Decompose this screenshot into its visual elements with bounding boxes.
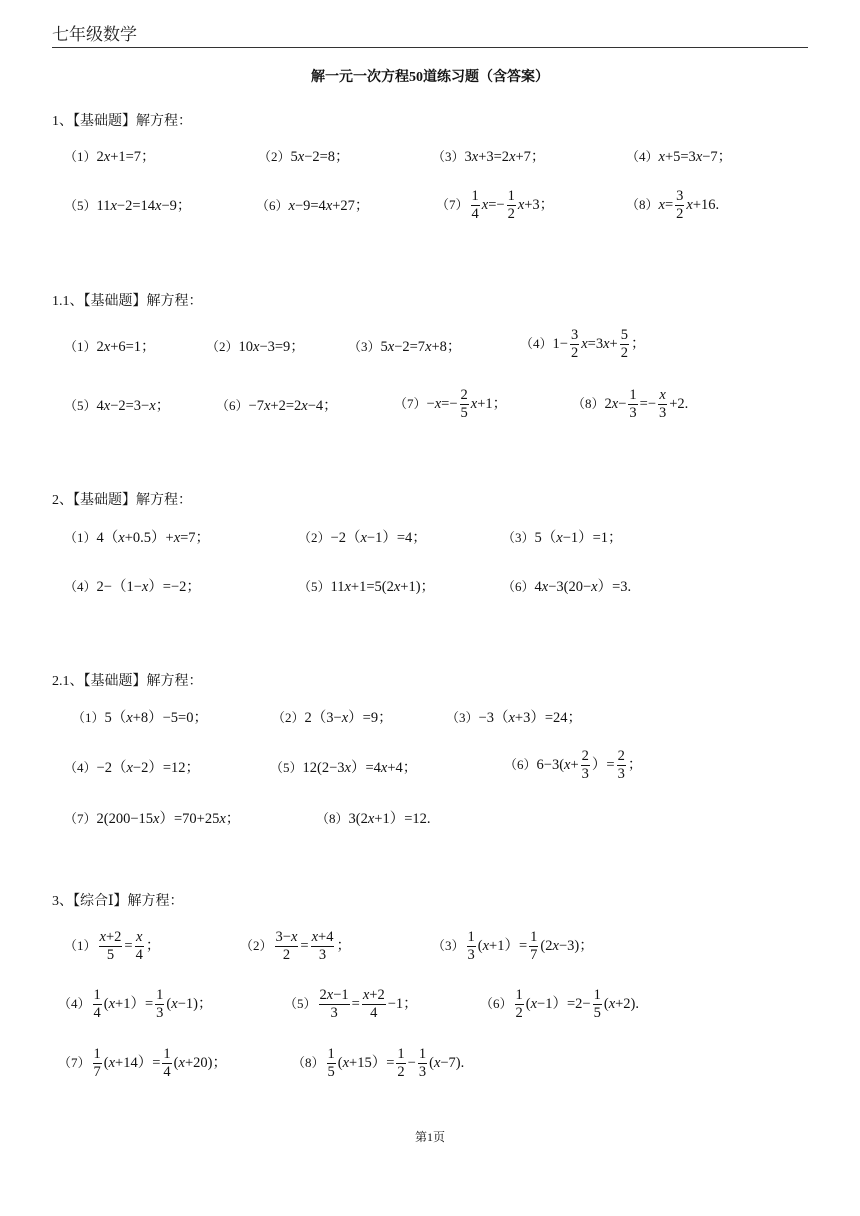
problem-3-3: （3） $\frac{1}{3}$ (x+1）= $\frac{1}{7}$ (2x−3)； xyxy=(432,929,594,963)
problem-number: （6） xyxy=(216,398,249,413)
problem-3-1: （1） $\frac{x+2}{5}$ = $\frac{x}{4}$ ； xyxy=(64,929,161,963)
problem-number: （2） xyxy=(240,937,273,953)
problem-11-4: （4）1− $\frac{3}{2}$ x=3x+ $\frac{5}{2}$ ； xyxy=(520,327,646,361)
problem-11-5: （5）4x−2=3−x； xyxy=(64,398,171,414)
problem-number: （4） xyxy=(520,335,553,351)
problem-number: （2） xyxy=(272,710,305,725)
problem-2-1: （1）4（x+0.5）+x=7； xyxy=(64,530,211,546)
problem-number: （8） xyxy=(572,395,605,411)
problem-number: （3） xyxy=(432,149,465,164)
problem-number: （1） xyxy=(64,530,97,545)
problem-3-5: （5） $\frac{2x-1}{3}$ = $\frac{x+2}{4}$ −1； xyxy=(284,987,418,1021)
problem-number: （4） xyxy=(58,995,91,1011)
problem-3-7: （7） $\frac{1}{7}$ (x+14）= $\frac{1}{4}$ (x+20)； xyxy=(58,1046,227,1080)
page-number: 第1页 xyxy=(414,1130,445,1144)
problem-number: （4） xyxy=(64,760,97,775)
problem-11-3: （3）5x−2=7x+8； xyxy=(348,339,462,355)
header-subject: 七年级数学 xyxy=(52,25,137,44)
problem-number: （7） xyxy=(58,1054,91,1070)
section-heading-1-1: 1.1、【基础题】解方程： xyxy=(52,294,203,309)
problem-21-2: （2）2（3−x）=9； xyxy=(272,710,393,726)
problem-number: （6） xyxy=(256,198,289,213)
problem-1-7: （7） $\frac{1}{4}$ x=− $\frac{1}{2}$ x+3； xyxy=(436,188,555,222)
problem-1-6: （6）x−9=4x+27； xyxy=(256,198,370,214)
problem-11-2: （2）10x−3=9； xyxy=(206,339,305,355)
problem-number: （1） xyxy=(64,339,97,354)
problem-number: （5） xyxy=(64,198,97,213)
problem-number: （6） xyxy=(504,756,537,772)
problem-number: （1） xyxy=(64,149,97,164)
problem-number: （7） xyxy=(436,196,469,212)
problem-number: （6） xyxy=(480,995,513,1011)
problem-2-5: （5）11x+1=5(2x+1)； xyxy=(298,579,436,595)
problem-1-4: （4）x+5=3x−7； xyxy=(626,149,733,165)
document-title: 解一元一次方程50道练习题（含答案） xyxy=(311,70,549,85)
problem-11-1: （1）2x+6=1； xyxy=(64,339,156,355)
problem-2-2: （2）−2（x−1）=4； xyxy=(298,530,427,546)
problem-1-1: （1）2x+1=7； xyxy=(64,149,156,165)
problem-3-6: （6） $\frac{1}{2}$ (x−1）=2− $\frac{1}{5}$ (x+2). xyxy=(480,987,640,1021)
problem-number: （5） xyxy=(284,995,317,1011)
header-divider xyxy=(52,47,808,48)
problem-1-5: （5）11x−2=14x−9； xyxy=(64,198,192,214)
problem-number: （8） xyxy=(626,196,659,212)
section-heading-3: 3、【综合Ⅰ】解方程： xyxy=(52,894,184,909)
problem-21-6: （6）6−3(x+ $\frac{2}{3}$ ）= $\frac{2}{3}$ ； xyxy=(504,748,643,782)
problem-number: （5） xyxy=(298,579,331,594)
problem-21-4: （4）−2（x−2）=12； xyxy=(64,760,200,776)
problem-number: （2） xyxy=(206,339,239,354)
problem-number: （5） xyxy=(64,398,97,413)
problem-21-3: （3）−3（x+3）=24； xyxy=(446,710,582,726)
problem-3-8: （8） $\frac{1}{5}$ (x+15）= $\frac{1}{2}$ − $\frac{1}{3}$ (x−7). xyxy=(292,1046,465,1080)
section-heading-2: 2、【基础题】解方程： xyxy=(52,493,192,508)
problem-11-7: （7）−x=− $\frac{2}{5}$ x+1； xyxy=(394,387,508,421)
problem-number: （3） xyxy=(502,530,535,545)
problem-number: （5） xyxy=(270,760,303,775)
section-heading-1: 1、【基础题】解方程： xyxy=(52,114,192,129)
problem-number: （8） xyxy=(292,1054,325,1070)
problem-21-8: （8）3(2x+1）=12. xyxy=(316,811,431,827)
problem-2-4: （4）2−（1−x）=−2； xyxy=(64,579,201,595)
problem-3-4: （4） $\frac{1}{4}$ (x+1）= $\frac{1}{3}$ (x−1)； xyxy=(58,987,213,1021)
problem-number: （1） xyxy=(72,710,105,725)
problem-number: （3） xyxy=(446,710,479,725)
problem-number: （4） xyxy=(626,149,659,164)
problem-number: （3） xyxy=(432,937,465,953)
problem-number: （2） xyxy=(298,530,331,545)
problem-11-6: （6）−7x+2=2x−4； xyxy=(216,398,338,414)
problem-1-2: （2）5x−2=8； xyxy=(258,149,350,165)
problem-21-7: （7）2(200−15x）=70+25x； xyxy=(64,811,241,827)
problem-number: （6） xyxy=(502,579,535,594)
problem-11-8: （8）2x− $\frac{1}{3}$ =− $\frac{x}{3}$ +2. xyxy=(572,387,689,421)
problem-number: （2） xyxy=(258,149,291,164)
problem-number: （7） xyxy=(64,811,97,826)
problem-number: （4） xyxy=(64,579,97,594)
problem-2-6: （6）4x−3(20−x）=3. xyxy=(502,579,632,595)
problem-number: （3） xyxy=(348,339,381,354)
problem-1-8: （8）x= $\frac{3}{2}$ x+16. xyxy=(626,188,720,222)
problem-1-3: （3）3x+3=2x+7； xyxy=(432,149,546,165)
problem-21-1: （1）5（x+8）−5=0； xyxy=(72,710,208,726)
problem-number: （7） xyxy=(394,395,427,411)
problem-21-5: （5）12(2−3x）=4x+4； xyxy=(270,760,418,776)
problem-2-3: （3）5（x−1）=1； xyxy=(502,530,623,546)
problem-number: （1） xyxy=(64,937,97,953)
problem-3-2: （2） $\frac{3-x}{2}$ = $\frac{x+4}{3}$ ； xyxy=(240,929,351,963)
problem-number: （8） xyxy=(316,811,349,826)
section-heading-2-1: 2.1、【基础题】解方程： xyxy=(52,674,203,689)
